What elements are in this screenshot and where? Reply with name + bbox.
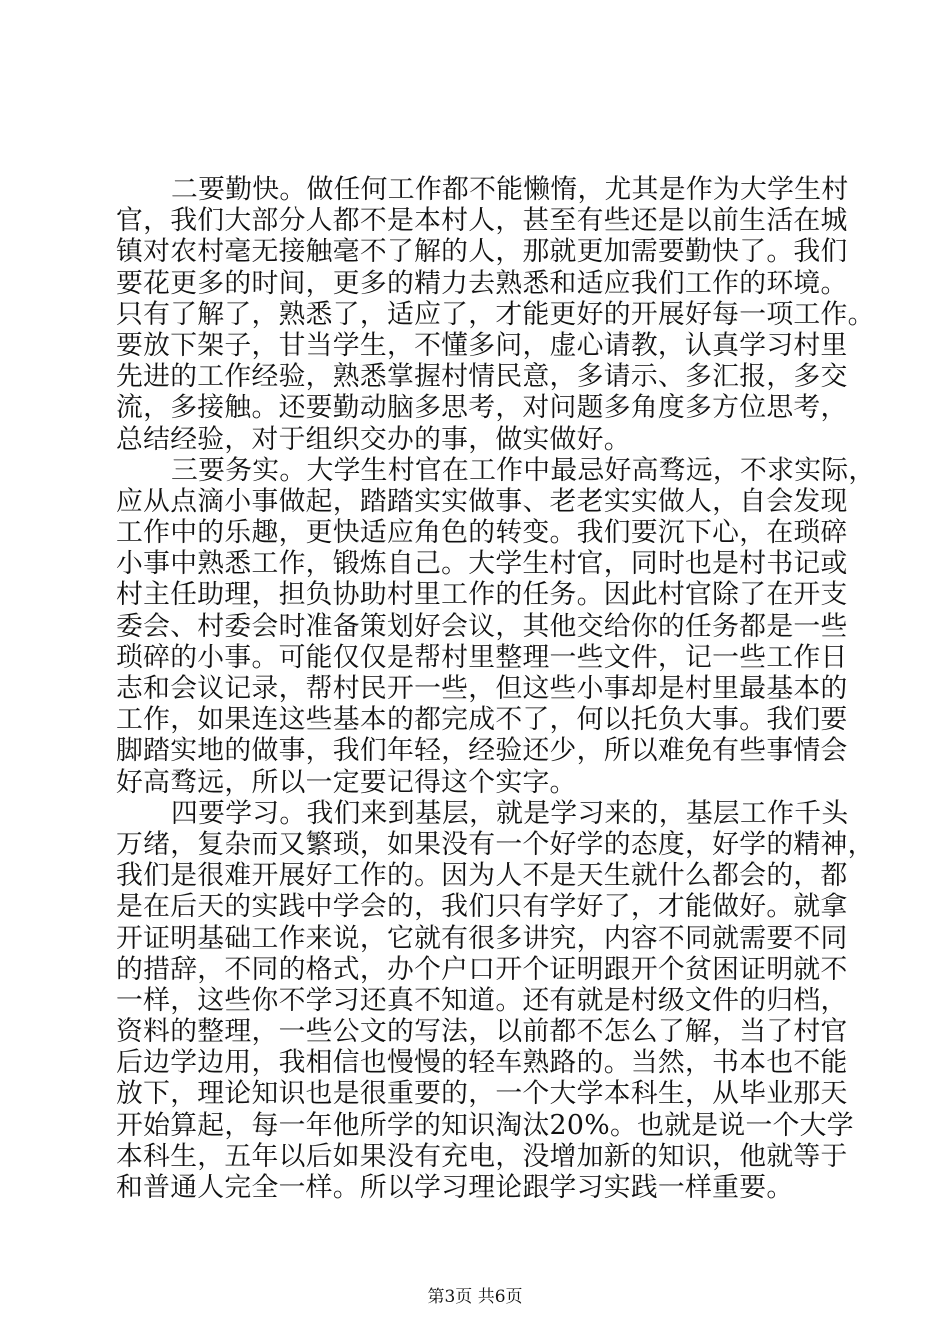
text-line: 村主任助理，担负协助村里工作的任务。因此村官除了在开支 xyxy=(116,579,848,611)
text-line: 放下，理论知识也是很重要的，一个大学本科生，从毕业那天 xyxy=(116,1078,848,1110)
text-line: 万绪，复杂而又繁琐，如果没有一个好学的态度，好学的精神， xyxy=(116,828,875,860)
document-body xyxy=(116,174,876,1203)
text-line: 工作中的乐趣，更快适应角色的转变。我们要沉下心，在琐碎 xyxy=(116,517,848,549)
text-line: 流，多接触。还要勤动脑多思考，对问题多角度多方位思考， xyxy=(116,392,848,424)
text-line: 我们是很难开展好工作的。因为人不是天生就什么都会的，都 xyxy=(116,860,848,892)
text-line: 后边学边用，我相信也慢慢的轻车熟路的。当然，书本也不能 xyxy=(116,1047,848,1079)
text-line: 和普通人完全一样。所以学习理论跟学习实践一样重要。 xyxy=(116,1172,794,1203)
text-line: 总结经验，对于组织交办的事，做实做好。 xyxy=(116,423,631,455)
text-line: 小事中熟悉工作，锻炼自己。大学生村官，同时也是村书记或 xyxy=(116,548,848,580)
text-line: 官，我们大部分人都不是本村人，甚至有些还是以前生活在城 xyxy=(116,205,848,237)
paragraph-first-line: 三要务实。大学生村官在工作中最忌好高骛远，不求实际， xyxy=(171,454,876,486)
text-line: 要花更多的时间，更多的精力去熟悉和适应我们工作的环境。 xyxy=(116,267,848,299)
text-line: 开始算起，每一年他所学的知识淘汰20%。也就是说一个大学 xyxy=(116,1109,854,1141)
text-line: 只有了解了，熟悉了，适应了，才能更好的开展好每一项工作。 xyxy=(116,298,875,330)
text-line: 镇对农村毫无接触毫不了解的人，那就更加需要勤快了。我们 xyxy=(116,236,848,268)
text-line: 志和会议记录，帮村民开一些，但这些小事却是村里最基本的 xyxy=(116,673,848,704)
text-line: 要放下架子，甘当学生，不懂多问，虚心请教，认真学习村里 xyxy=(116,329,848,361)
page-footer: 第3页 共6页 xyxy=(427,1287,523,1307)
text-line: 好高骛远，所以一定要记得这个实字。 xyxy=(116,766,577,798)
text-line: 先进的工作经验，熟悉掌握村情民意，多请示、多汇报，多交 xyxy=(116,361,848,393)
text-line: 本科生，五年以后如果没有充电，没增加新的知识，他就等于 xyxy=(116,1140,848,1172)
text-line: 应从点滴小事做起，踏踏实实做事、老老实实做人，自会发现 xyxy=(116,485,848,517)
text-line: 琐碎的小事。可能仅仅是帮村里整理一些文件，记一些工作日 xyxy=(116,641,848,673)
text-line: 开证明基础工作来说，它就有很多讲究，内容不同就需要不同 xyxy=(116,922,848,954)
text-line: 的措辞，不同的格式，办个户口开个证明跟开个贫困证明就不 xyxy=(116,953,848,985)
text-line: 脚踏实地的做事，我们年轻，经验还少，所以难免有些事情会 xyxy=(116,735,848,767)
paragraph-first-line: 二要勤快。做任何工作都不能懒惰，尤其是作为大学生村 xyxy=(171,174,849,205)
text-line: 是在后天的实践中学会的，我们只有学好了，才能做好。就拿 xyxy=(116,891,848,923)
text-line: 委会、村委会时准备策划好会议，其他交给你的任务都是一些 xyxy=(116,610,848,642)
text-line: 一样，这些你不学习还真不知道。还有就是村级文件的归档， xyxy=(116,984,848,1016)
text-line: 资料的整理，一些公文的写法，以前都不怎么了解，当了村官 xyxy=(116,1016,848,1048)
paragraph-first-line: 四要学习。我们来到基层，就是学习来的，基层工作千头 xyxy=(171,797,849,829)
text-line: 工作，如果连这些基本的都完成不了，何以托负大事。我们要 xyxy=(116,704,848,736)
